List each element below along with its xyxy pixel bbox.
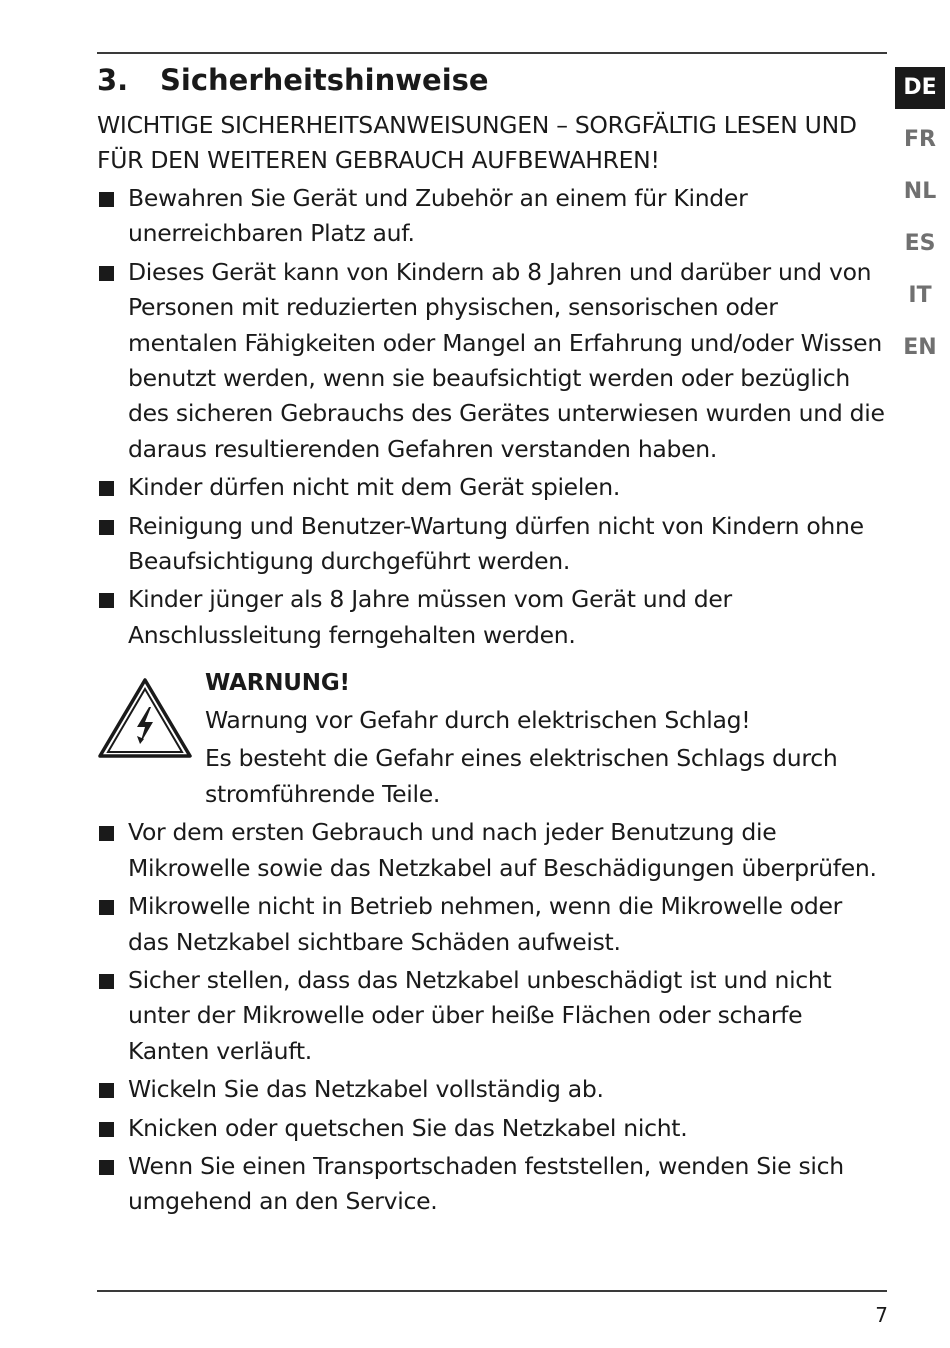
list-item: Wickeln Sie das Netzkabel vollständig ab.	[97, 1072, 887, 1107]
warning-line-1: Warnung vor Gefahr durch elektrischen Schlag!	[205, 706, 751, 735]
important-safety-notice: WICHTIGE SICHERHEITSANWEISUNGEN – SORGFÄLTIG LESEN UND FÜR DEN WEITEREN GEBRAUCH AUFBEWAHREN!	[97, 111, 857, 174]
section-title	[97, 58, 887, 102]
list-item: Bewahren Sie Gerät und Zubehör an einem für Kinder unerreichbaren Platz auf.	[97, 181, 887, 252]
electric-shock-warning-icon	[97, 676, 193, 760]
section-number: 3.	[97, 63, 129, 97]
list-item: Kinder jünger als 8 Jahre müssen vom Gerät und der Anschlussleitung ferngehalten werden.	[97, 582, 887, 653]
bullet-square-icon	[99, 826, 114, 841]
bullet-square-icon	[99, 1160, 114, 1175]
warning-box	[97, 666, 887, 812]
bullet-square-icon	[99, 974, 114, 989]
bullet-square-icon	[99, 266, 114, 281]
top-rule	[97, 52, 887, 54]
bullet-square-icon	[99, 192, 114, 207]
language-tabs	[895, 67, 945, 379]
language-tab-it[interactable]: IT	[908, 283, 932, 308]
language-tab-nl[interactable]: NL	[903, 179, 937, 204]
list-item: Dieses Gerät kann von Kindern ab 8 Jahren und darüber und von Personen mit reduzierten physischen, sensorischen oder mentalen Fähigkeiten oder Mangel an Erfahrung und/oder Wissen benutzt werden, wenn sie beaufsichtigt werden oder bezüglich des sicheren Gebrauchs des Gerätes unterwiesen wurden und die daraus resultierenden Gefahren verstanden haben.	[97, 255, 887, 467]
bullet-square-icon	[99, 1083, 114, 1098]
list-item: Wenn Sie einen Transportschaden feststellen, wenden Sie sich umgehend an den Service.	[97, 1149, 887, 1220]
bullet-square-icon	[99, 593, 114, 608]
list-item: Vor dem ersten Gebrauch und nach jeder Benutzung die Mikrowelle sowie das Netzkabel auf Beschädigungen überprüfen.	[97, 815, 887, 886]
list-item: Mikrowelle nicht in Betrieb nehmen, wenn die Mikrowelle oder das Netzkabel sichtbare Schäden aufweist.	[97, 889, 887, 960]
bullet-square-icon	[99, 900, 114, 915]
language-tab-fr[interactable]: FR	[904, 127, 936, 152]
warning-title: WARNUNG!	[205, 670, 350, 697]
list-item: Sicher stellen, dass das Netzkabel unbeschädigt ist und nicht unter der Mikrowelle oder über heiße Flächen oder scharfe Kanten verläuft.	[97, 963, 887, 1069]
page-number: 7	[875, 1303, 888, 1327]
list-item: Knicken oder quetschen Sie das Netzkabel nicht.	[97, 1111, 887, 1146]
list-item: Reinigung und Benutzer-Wartung dürfen nicht von Kindern ohne Beaufsichtigung durchgeführt werden.	[97, 509, 887, 580]
bullet-square-icon	[99, 1122, 114, 1137]
bullet-square-icon	[99, 481, 114, 496]
page-content	[97, 58, 887, 1220]
warning-line-2: Es besteht die Gefahr eines elektrischen Schlags durch stromführende Teile.	[205, 744, 838, 809]
language-tab-es[interactable]: ES	[904, 231, 936, 256]
section-title-text: Sicherheitshinweise	[160, 63, 489, 97]
bullet-list-after-warning	[97, 815, 887, 1219]
list-item: Kinder dürfen nicht mit dem Gerät spielen.	[97, 470, 887, 505]
bullet-square-icon	[99, 520, 114, 535]
language-tab-de[interactable]: DE	[895, 67, 945, 109]
bullet-list-before-warning	[97, 181, 887, 653]
bottom-rule	[97, 1290, 887, 1292]
language-tab-en[interactable]: EN	[903, 335, 937, 360]
